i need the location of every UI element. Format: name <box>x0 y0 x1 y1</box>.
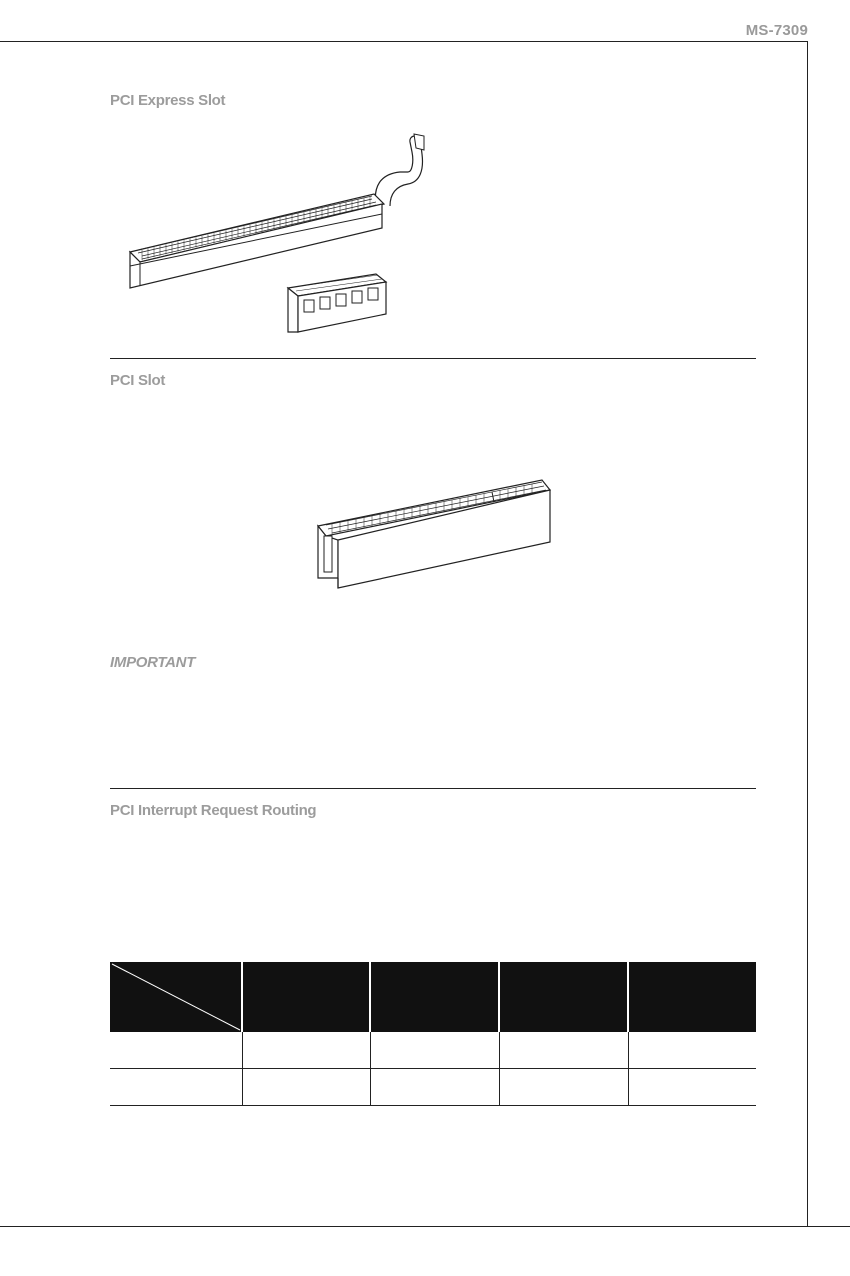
pci-slot-illustration <box>316 474 556 592</box>
section-divider <box>110 358 756 359</box>
pcie-x16-slot-illustration <box>128 132 438 292</box>
table-cell <box>370 1069 499 1106</box>
table-cell <box>628 1032 756 1069</box>
frame-bottom-line <box>0 1226 850 1227</box>
irq-heading: PCI Interrupt Request Routing <box>110 802 317 819</box>
irq-routing-table <box>110 962 756 1106</box>
table-row <box>110 1032 756 1069</box>
model-number: MS-7309 <box>745 22 808 39</box>
table-cell <box>242 1069 370 1106</box>
table-header-cell <box>628 962 756 1032</box>
important-heading: IMPORTANT <box>110 654 196 671</box>
table-header-cell <box>499 962 628 1032</box>
pcie-x1-slot-illustration <box>284 270 390 336</box>
table-row <box>110 1069 756 1106</box>
pcie-heading: PCI Express Slot <box>110 92 226 109</box>
table-cell <box>370 1032 499 1069</box>
table-cell <box>242 1032 370 1069</box>
section-divider <box>110 788 756 789</box>
table-header-row <box>110 962 756 1032</box>
table-cell <box>499 1032 628 1069</box>
table-cell <box>110 1069 242 1106</box>
table-corner-cell <box>110 962 242 1032</box>
pci-heading: PCI Slot <box>110 372 166 389</box>
frame-top-line <box>0 41 808 42</box>
table-cell <box>628 1069 756 1106</box>
corner-diagonal-icon <box>110 962 242 1032</box>
table-header-cell <box>242 962 370 1032</box>
table-header-cell <box>370 962 499 1032</box>
table-cell <box>499 1069 628 1106</box>
table-cell <box>110 1032 242 1069</box>
frame-right-line <box>807 41 808 1226</box>
